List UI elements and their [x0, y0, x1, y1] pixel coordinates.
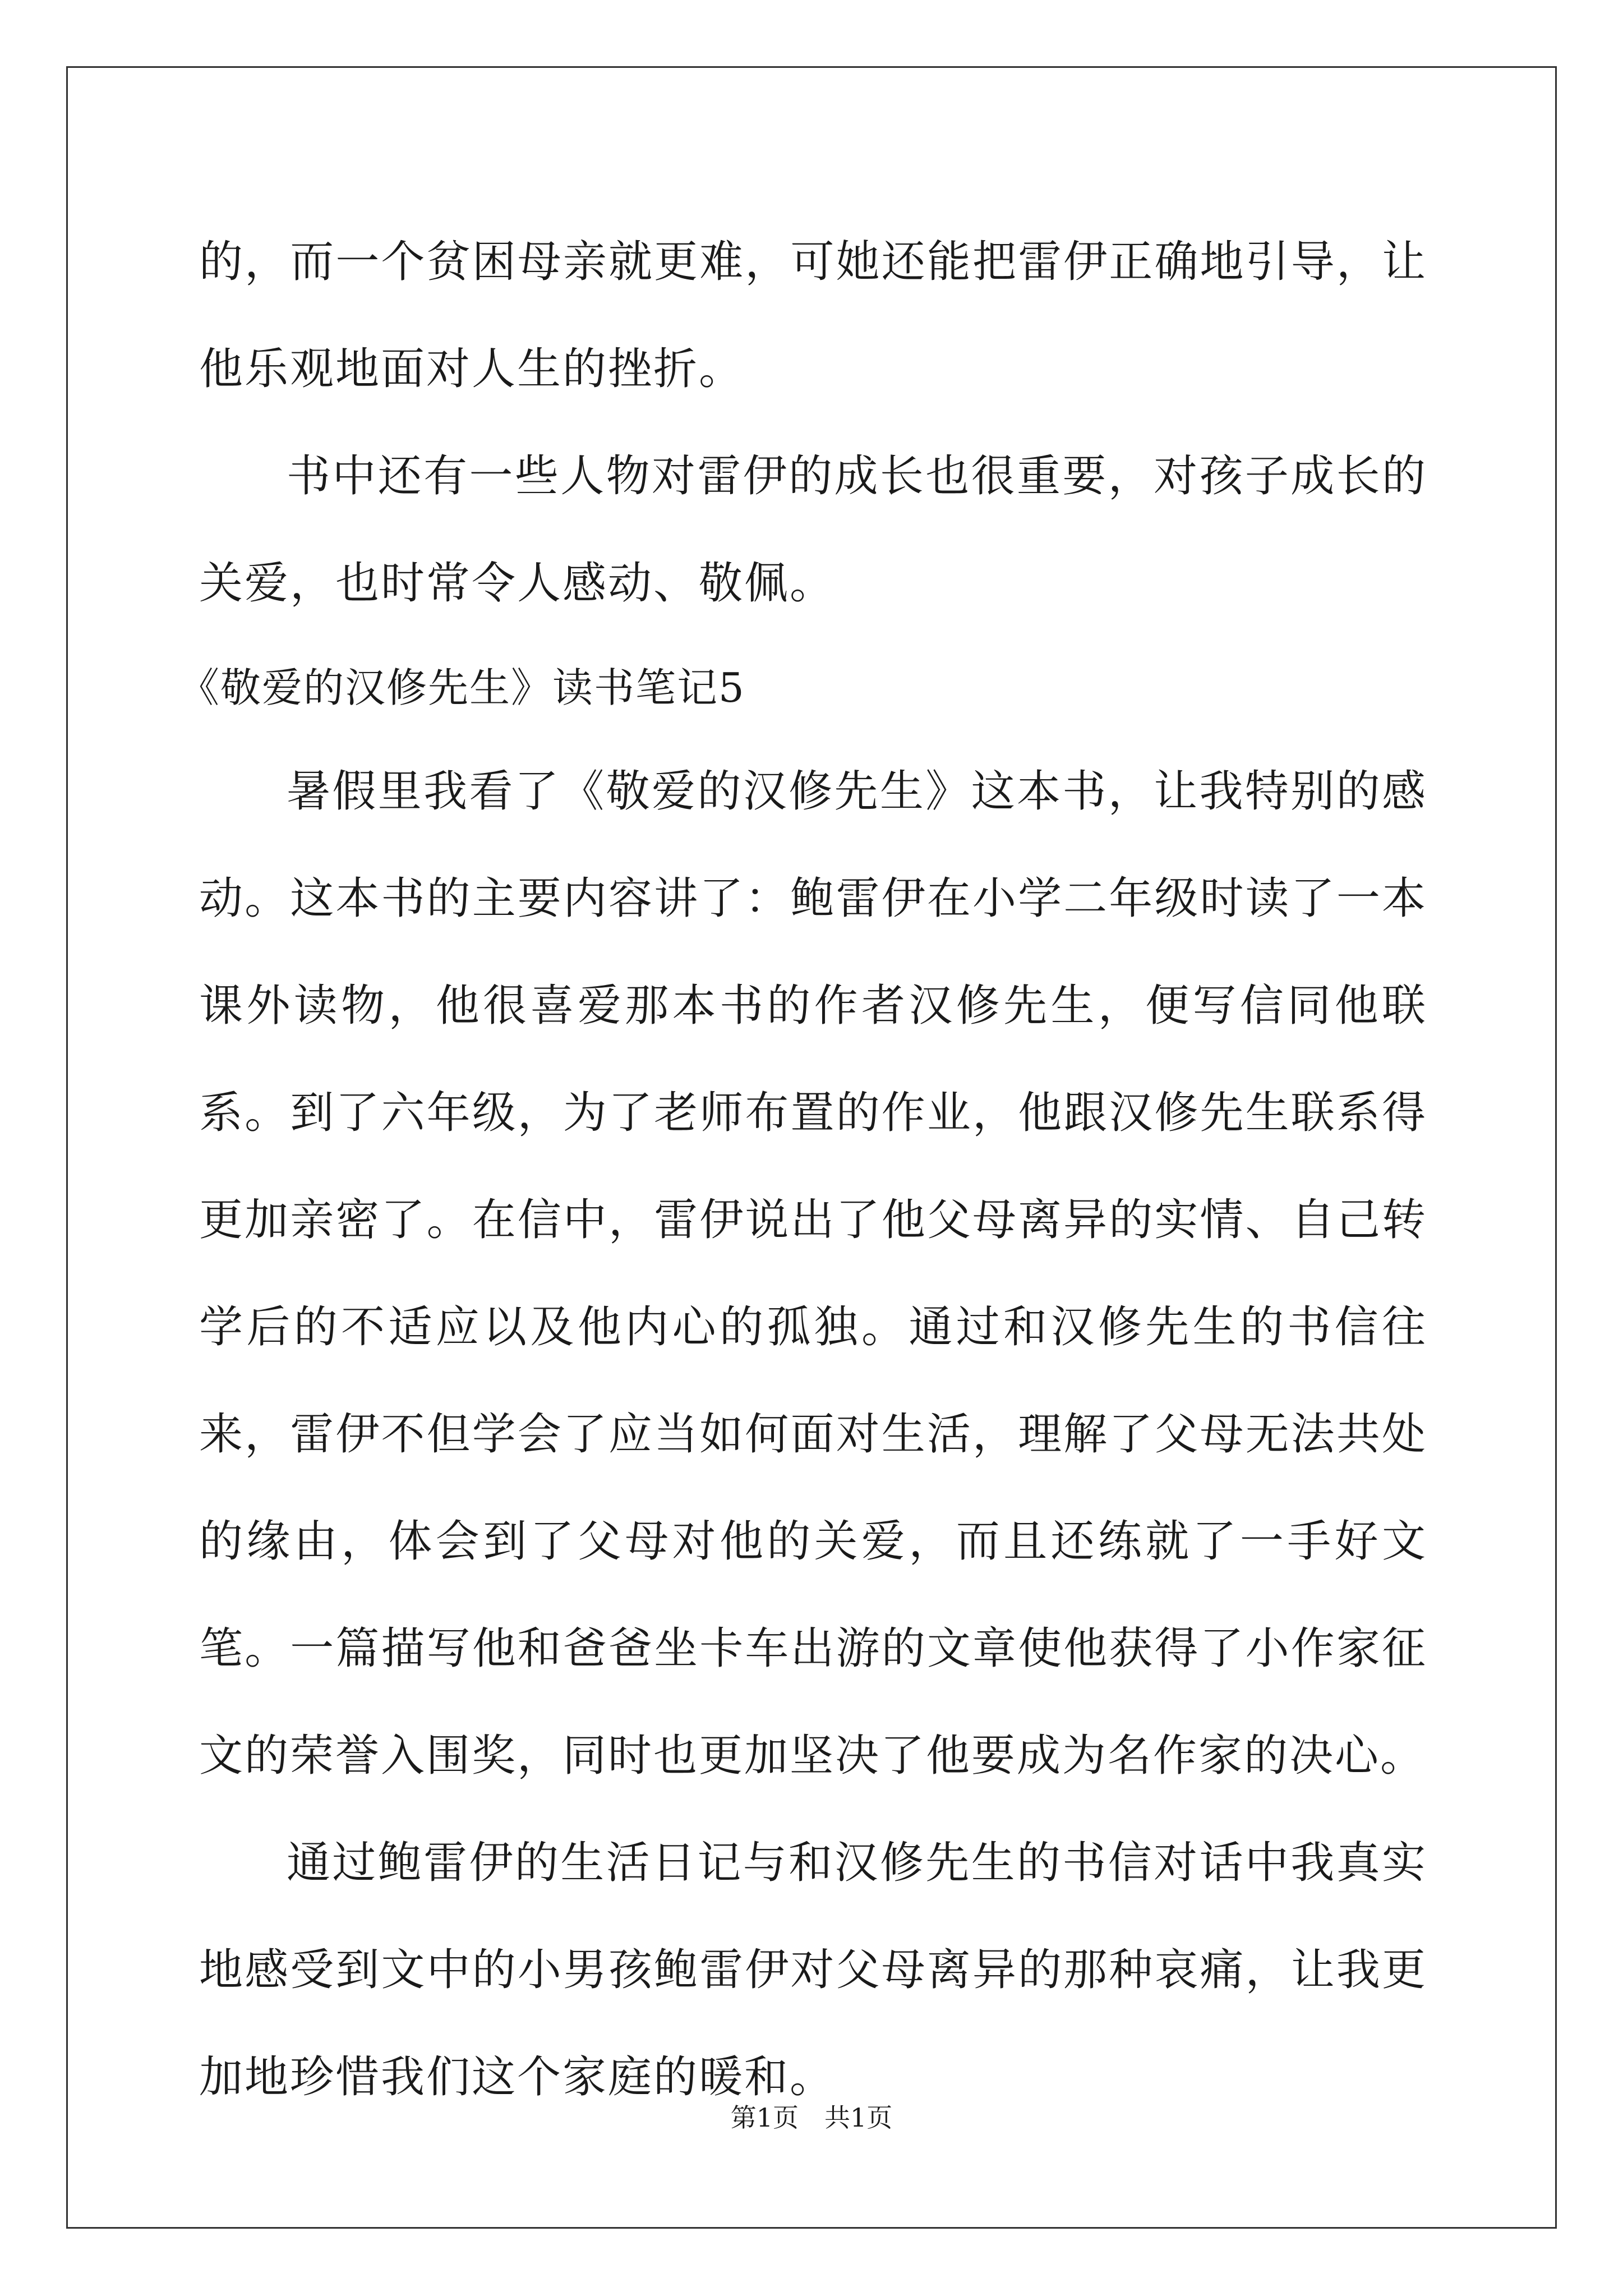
- page-total: 共1页: [824, 2102, 893, 2133]
- paragraph: 书中还有一些人物对雷伊的成长也很重要，对孩子成长的关爱，也时常令人感动、敬佩。: [199, 451, 1427, 609]
- section-heading: 《敬爱的汉修先生》读书笔记5: [179, 664, 745, 711]
- paragraph: 通过鲍雷伊的生活日记与和汉修先生的书信对话中我真实地感受到文中的小男孩鲍雷伊对父母离异的那种哀痛，让我更加地珍惜我们这个家庭的暖和。: [199, 1838, 1427, 2102]
- page-number: 第1页: [730, 2102, 799, 2133]
- paragraph: 的，而一个贫困母亲就更难，可她还能把雷伊正确地引导，让他乐观地面对人生的挫折。: [199, 237, 1427, 394]
- page-footer: [0, 2101, 1623, 2134]
- paragraph: 暑假里我看了《敬爱的汉修先生》这本书，让我特别的感动。这本书的主要内容讲了：鲍雷伊在小学二年级时读了一本课外读物，他很喜爱那本书的作者汉修先生，便写信同他联系。到了六年级，为了老师布置的作业，他跟汉修先生联系得更加亲密了。在信中，雷伊说出了他父母离异的实情、自己转学后的不适应以及他内心的孤独。通过和汉修先生的书信往来，雷伊不但学会了应当如何面对生活，理解了父母无法共处的缘由，体会到了父母对他的关爱，而且还练就了一手好文笔。一篇描写他和爸爸坐卡车出游的文章使他获得了小作家征文的荣誉入围奖，同时也更加坚决了他要成为名作家的决心。: [199, 766, 1427, 1781]
- document-body: [179, 209, 1427, 2131]
